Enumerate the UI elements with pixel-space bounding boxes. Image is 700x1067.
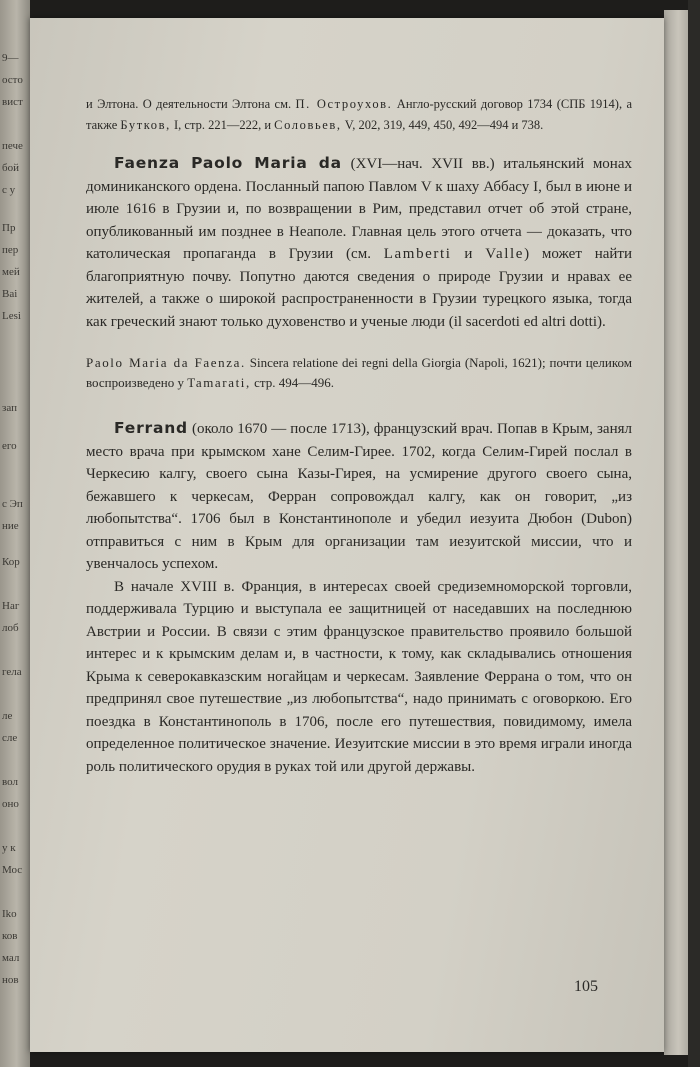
left-page-fragment: пече (2, 140, 23, 152)
left-page-fragment: ков (2, 930, 18, 942)
reference-text: стр. 494—496. (250, 375, 334, 390)
entry-paragraph: В начале XVIII в. Франция, в интересах своей средиземноморской торговли, поддерживала Турцию и выступала ее защитницей от наседавших на последнюю Австрии и России. В связи с этим французское правительство проявило большой интерес и к крымским делам и, в частности, к тому, как складывались отношения Крыма к северокавказским ногайцам и черкесам. Заявление Феррана о том, что он предпринял свое путешествие „из любопытства“, надо принимать с оговоркою. Его поездка в Константинополь в 1706, после его путешествия, повидимому, имела определенное политическое значение. Иезуитские миссии в это время играли иногда роль политического орудия в руках той или другой державы. (86, 578, 632, 775)
left-page-fragment: у к (2, 842, 16, 854)
entry-text: (около 1670 — после 1713), французский врач. Попав в Крым, занял место врача при крымском хане Селим-Гирее. 1702, когда Селим-Гирей послал в Черкесию калгу, своего сына Казы-Гирея, на усмирение другого своего сына, бежавшего к черкесам, Ферран сопровождал калгу, как он говорит, „из любопытства“. 1706 был в Константинополе и убедил иезуита Дюбон (Dubon) отправиться с ним в Крым для организации там иезуитской миссии, что и увенчалось успехом. (86, 421, 632, 572)
left-page-fragment: гела (2, 666, 22, 678)
entry-text: (XVI—нач. XVII вв.) итальянский монах доминиканского ордена. Посланный папою Павлом V к шаху Аббасу I, был в июне и июле 1616 в Грузии и, по возвращении в Рим, представил отчет об этой стране, опубликованный им позднее в Неаполе. Главная цель этого отчета — доказать, что католическая пропаганда в Грузии (см. (86, 156, 632, 262)
left-page-fragment: Lesi (2, 310, 21, 322)
reference-author: Tamarati, (187, 375, 251, 390)
entry-text: и (451, 246, 486, 262)
left-page-fragment: Пр (2, 222, 16, 234)
entry-heading: Ferrand (114, 419, 188, 437)
left-page-fragment: с у (2, 184, 16, 196)
footnote-text: V, 202, 319, 449, 450, 492—494 и 738. (341, 118, 544, 132)
footnote-text: Англо-русский договор 1734 (СПБ 1914), а также (86, 97, 633, 132)
left-page-fragment: Наг (2, 600, 20, 612)
left-page-fragment: Кор (2, 556, 20, 568)
left-page-fragment: вол (2, 776, 18, 788)
entry-heading: Faenza Paolo Maria da (114, 154, 342, 172)
left-page-fragment: мал (2, 952, 20, 964)
page-number: 105 (574, 978, 598, 995)
footnote-top (86, 94, 632, 136)
cross-reference: Valle (485, 246, 525, 262)
left-page-fragment: нов (2, 974, 19, 986)
adjacent-page-left (0, 0, 30, 1067)
entry-paragraph (86, 152, 632, 333)
reference-author: Paolo Maria da Faenza. (86, 355, 246, 370)
footnote-text: и Элтона. О деятельности Элтона см. (86, 97, 296, 111)
left-page-fragment: сле (2, 732, 18, 744)
left-page-fragment: вист (2, 96, 23, 108)
reference-text: Sincera relatione dei regni della Giorgia (Napoli, 1621); почти целиком воспроизведено у (86, 355, 632, 390)
left-page-fragment: зап (2, 402, 17, 414)
left-page-fragment: ние (2, 520, 19, 532)
book-page (30, 18, 664, 1052)
footnote-author: Бутков, (120, 118, 171, 132)
left-page-fragment: мей (2, 266, 20, 278)
left-page-fragment: бой (2, 162, 19, 174)
entry-paragraph (86, 417, 632, 576)
left-page-fragment: Bai (2, 288, 18, 300)
left-page-fragment: Мос (2, 864, 23, 876)
left-page-fragment: Iko (2, 908, 17, 920)
footnote-author: П. Остроухов. (295, 97, 393, 111)
page-content (86, 94, 632, 792)
entry-faenza (86, 152, 632, 333)
left-page-fragment: лоб (2, 622, 19, 634)
footnote-text: I, стр. 221—222, и (170, 118, 275, 132)
entry-ferrand (86, 417, 632, 778)
left-page-fragment: с Эп (2, 498, 23, 510)
left-page-fragment: оно (2, 798, 19, 810)
bibliographic-reference (86, 353, 632, 393)
left-page-fragment: 9— (2, 52, 19, 64)
left-page-fragment: его (2, 440, 17, 452)
left-page-fragment: ле (2, 710, 13, 722)
cross-reference: Lamberti (383, 246, 452, 262)
footnote-author: Соловьев, (274, 118, 342, 132)
entry-text: ) может найти благоприятную почву. Попутно даются сведения о природе Грузии и нравах ее жителей, а также о широкой распространенности в Грузии турецкого языка, тогда как греческий знают только духовенство и ученые люди (il sacerdoti ed altri dotti). (86, 246, 632, 330)
book-cover-edge (688, 0, 700, 1067)
left-page-fragment: пер (2, 244, 19, 256)
left-page-fragment: осто (2, 74, 23, 86)
